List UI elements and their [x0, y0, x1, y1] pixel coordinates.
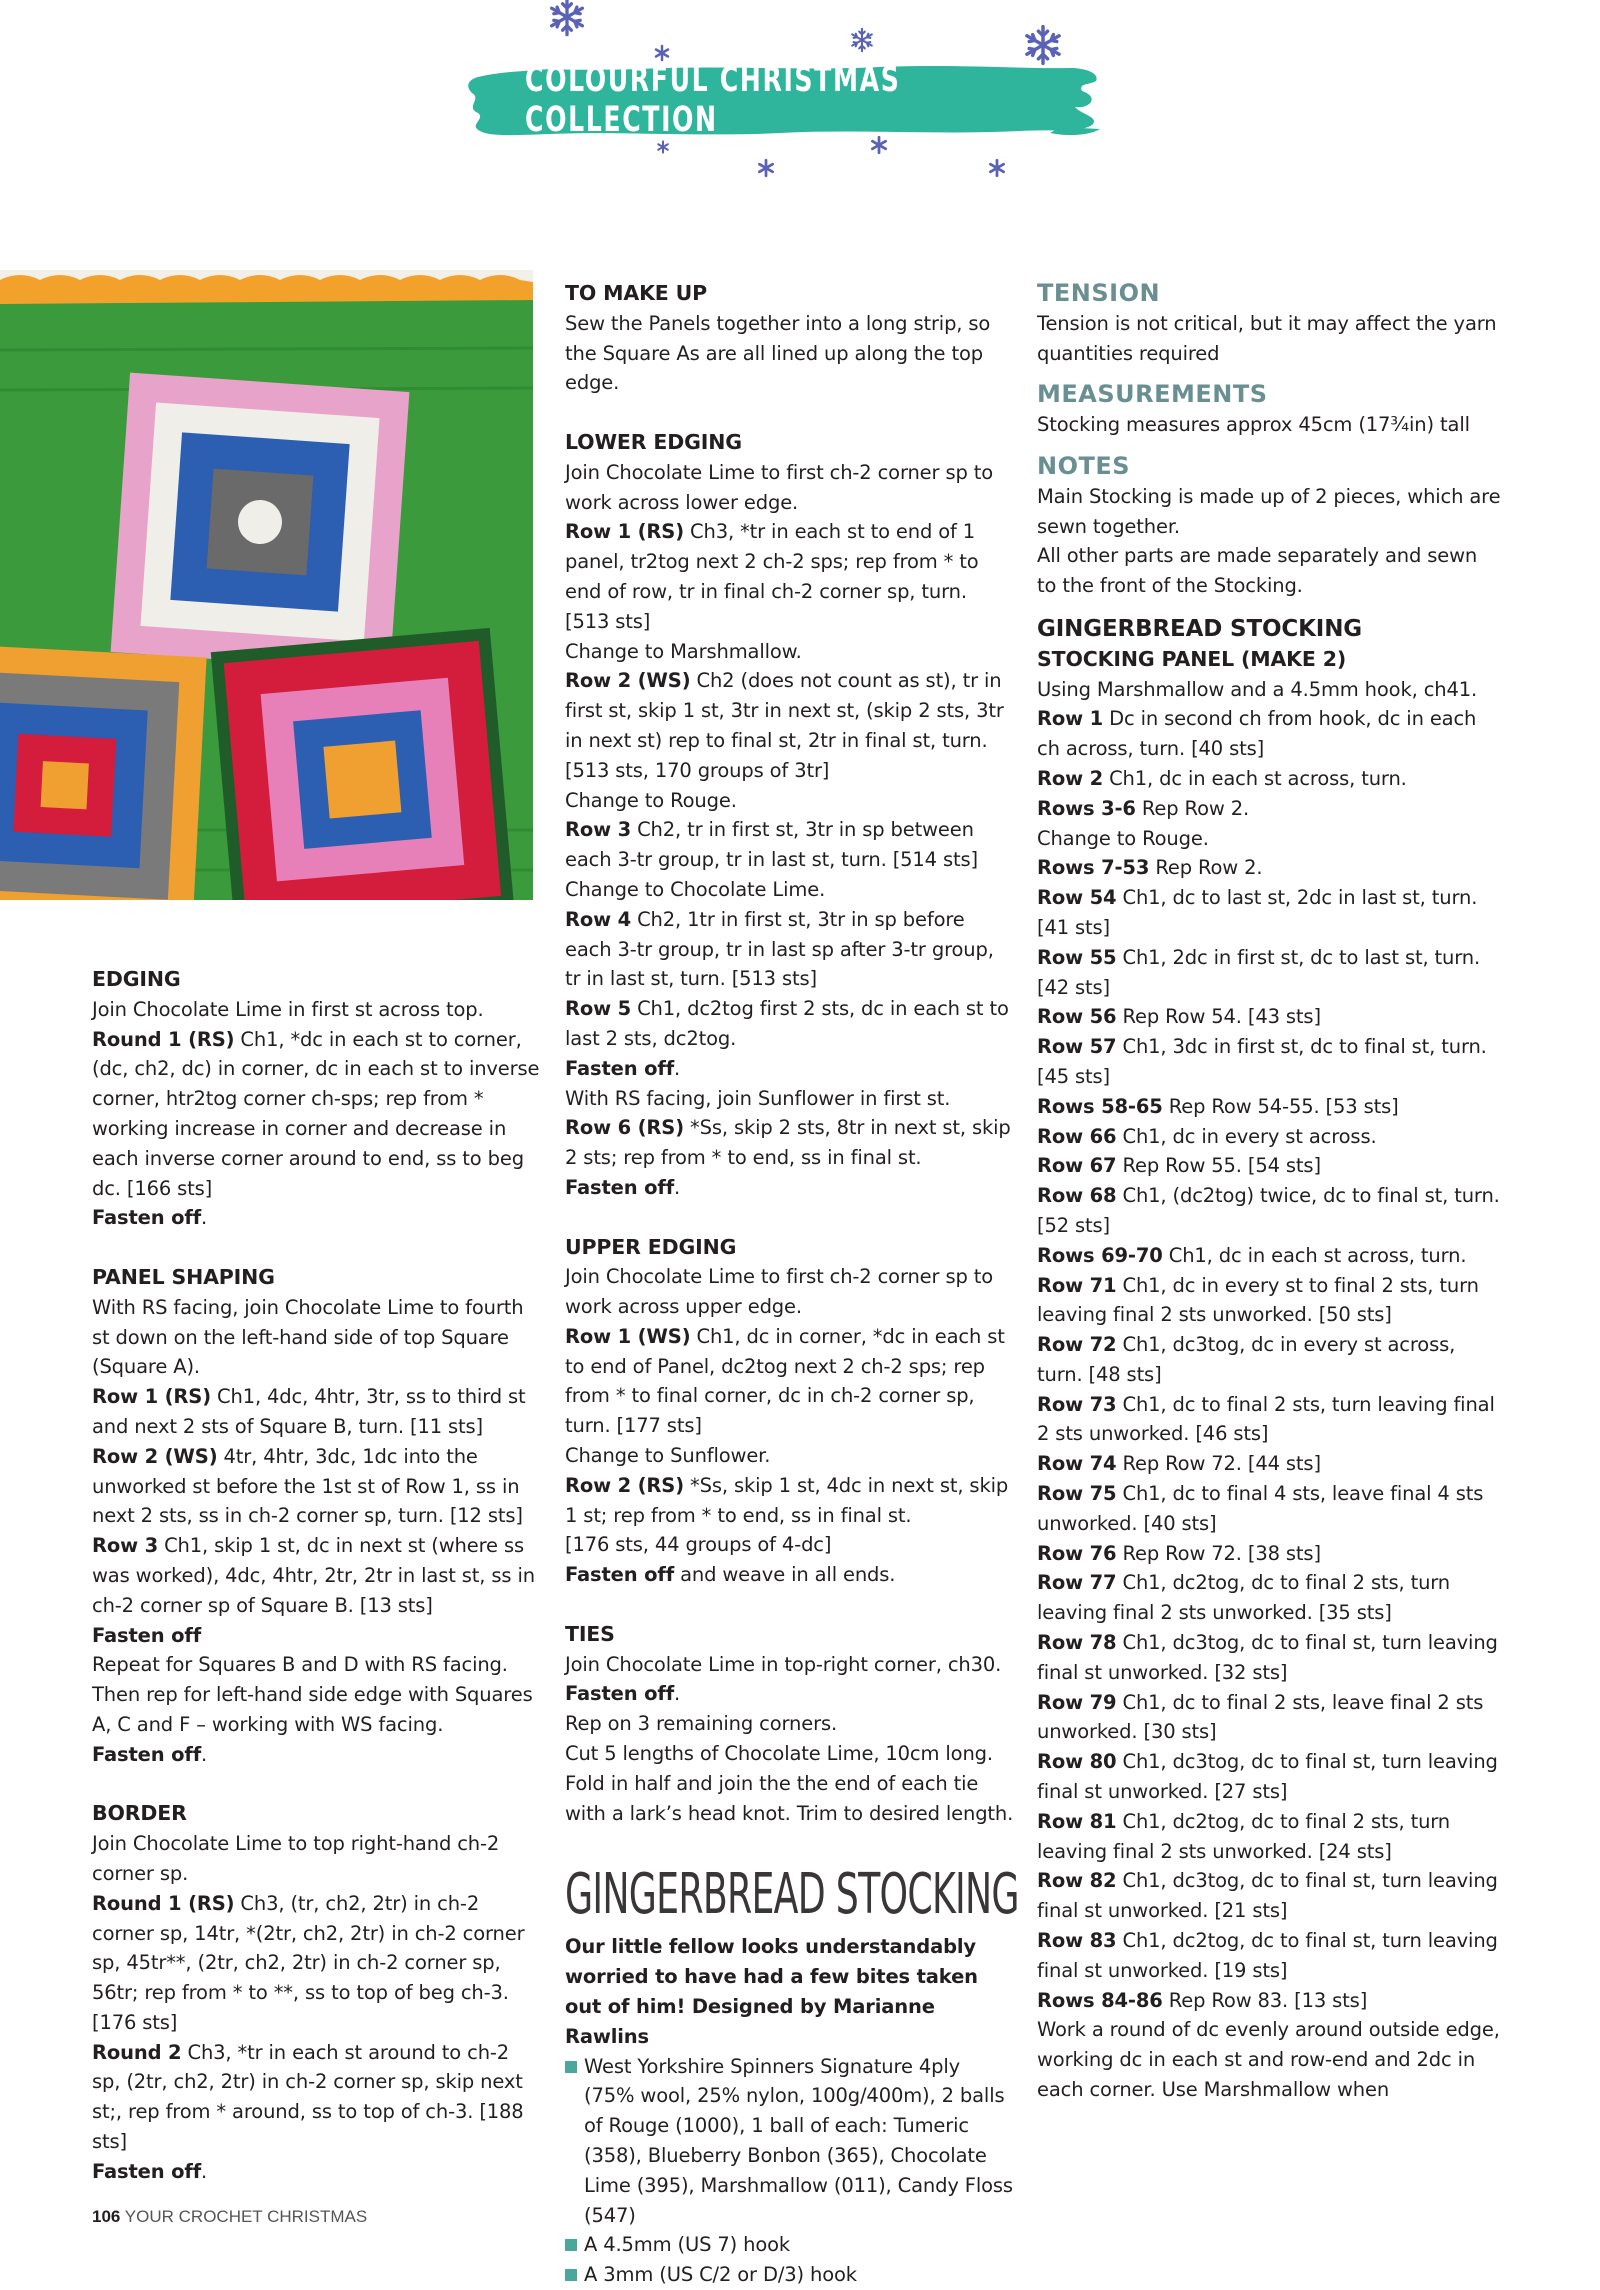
instruction-line — [1037, 1122, 1502, 1152]
instruction-text: Ch2, 1tr in first st, 3tr in sp before each 3-tr group, tr in last sp after 3-tr group, tr in last st, turn. [513 sts] — [565, 907, 994, 991]
instruction-line — [92, 2157, 540, 2187]
instruction-text: . — [674, 1682, 681, 1706]
instruction-line — [1037, 1747, 1502, 1807]
instruction-text: Ch1, dc in each st across, turn. — [1103, 766, 1407, 790]
instruction-label: Row 3 — [565, 818, 632, 842]
column-middle — [565, 279, 1019, 2290]
banner-title: COLOURFUL CHRISTMAS COLLECTION — [525, 60, 901, 140]
instruction-label: Fasten off — [92, 2159, 202, 2183]
instruction-line — [92, 1203, 540, 1233]
instruction-text: Ch1, dc to final 2 sts, turn leaving final 2 sts unworked. [46 sts] — [1037, 1392, 1495, 1446]
materials-item: A 4.5mm (US 7) hook — [565, 2230, 1015, 2260]
instruction-text: Ch1, dc to final 2 sts, leave final 2 sts unworked. [30 sts] — [1037, 1690, 1484, 1744]
instruction-label: Row 54 — [1037, 886, 1117, 910]
section-heading: TENSION — [1037, 279, 1161, 307]
instruction-line — [565, 1739, 1015, 1828]
instruction-line — [1037, 704, 1502, 764]
column-right — [1037, 279, 1502, 2105]
section-heading: PANEL SHAPING — [92, 1264, 275, 1289]
snowflake-icon — [552, 0, 583, 35]
instruction-label: Row 1 (WS) — [565, 1324, 691, 1348]
instruction-line — [1037, 794, 1502, 824]
instruction-text: Rep Row 55. [54 sts] — [1116, 1154, 1321, 1178]
instruction-text: . — [201, 2159, 208, 2183]
instruction-line — [1037, 1002, 1502, 1032]
instruction-line — [1037, 1241, 1502, 1271]
instruction-text: Change to Chocolate Lime. — [565, 877, 826, 901]
instruction-label: Round 1 (RS) — [92, 1891, 235, 1915]
instruction-line — [1037, 1539, 1502, 1569]
section-heading: NOTES — [1037, 451, 1131, 480]
instruction-label: Rows 3-6 — [1037, 796, 1136, 820]
instruction-text: [513 sts, 170 groups of 3tr] — [565, 758, 830, 782]
instruction-line — [92, 2038, 540, 2157]
instruction-text: Rep Row 2. — [1149, 856, 1263, 880]
instruction-line — [565, 1084, 1015, 1114]
section-heading: LOWER EDGING — [565, 429, 742, 454]
notes-line: Main Stocking is made up of 2 pieces, which are sewn together. — [1037, 484, 1501, 538]
instruction-line — [1037, 824, 1502, 854]
tension-text: Tension is not critical, but it may affect the yarn quantities required — [1037, 311, 1497, 365]
instruction-label: Row 5 — [565, 997, 632, 1021]
instruction-text: Repeat for Squares B and D with RS facing. — [92, 1653, 508, 1677]
instruction-text: *Ss, skip 1 st, 4dc in next st, skip 1 st; rep from * to end, ss in final st. — [565, 1473, 1009, 1527]
instruction-line — [1037, 853, 1502, 883]
instruction-label: Row 74 — [1037, 1452, 1117, 1476]
instruction-label: Row 6 (RS) — [565, 1116, 684, 1140]
instruction-label: Row 76 — [1037, 1541, 1117, 1565]
instruction-line — [1037, 1628, 1502, 1688]
border-body — [92, 1829, 540, 2187]
subsection-heading: STOCKING PANEL (MAKE 2) — [1037, 646, 1347, 671]
instruction-text: Sew the Panels together into a long strip, so the Square As are all lined up along the top edge. — [565, 311, 991, 395]
instruction-label: Row 2 (WS) — [92, 1444, 218, 1468]
instruction-line — [1037, 1479, 1502, 1539]
instruction-line — [1037, 1271, 1502, 1331]
instruction-line — [1037, 1807, 1502, 1867]
instruction-line — [565, 309, 1015, 398]
instruction-text: Rep Row 54-55. [53 sts] — [1162, 1094, 1399, 1118]
instruction-line — [565, 815, 1015, 875]
ties-body — [565, 1650, 1015, 1829]
instruction-line — [1037, 1926, 1502, 1986]
instruction-text: Join Chocolate Lime to first ch-2 corner sp to work across upper edge. — [565, 1265, 994, 1319]
instruction-line — [92, 1531, 540, 1620]
instruction-line — [1037, 883, 1502, 943]
instruction-label: Fasten off — [565, 1682, 675, 1706]
instruction-line — [1037, 1568, 1502, 1628]
instruction-line — [1037, 764, 1502, 794]
instruction-line — [92, 1442, 540, 1531]
instruction-text: Ch1, dc3tog, dc to final st, turn leaving final st unworked. [21 sts] — [1037, 1869, 1498, 1923]
instruction-label: Row 1 (RS) — [92, 1385, 211, 1409]
instruction-text: Ch1, dc to final 4 sts, leave final 4 sts unworked. [40 sts] — [1037, 1482, 1484, 1535]
instruction-text: With RS facing, join Sunflower in first st. — [565, 1086, 951, 1110]
page-footer — [92, 2207, 367, 2227]
instruction-line — [565, 1262, 1015, 1322]
instruction-label: Row 83 — [1037, 1929, 1117, 1953]
instruction-label: Row 4 — [565, 907, 632, 931]
instruction-line — [1037, 1181, 1502, 1241]
instruction-text: Ch1, skip 1 st, dc in next st (where ss was worked), 4dc, 4htr, 2tr, 2tr in last st, ss in ch-2 corner sp of Square B. [13 sts] — [92, 1534, 535, 1617]
stocking-panel-body — [1037, 675, 1502, 2105]
instruction-line — [565, 666, 1015, 755]
instruction-label: Row 67 — [1037, 1154, 1117, 1178]
instruction-label: Row 78 — [1037, 1631, 1117, 1655]
materials-item: A 3mm (US C/2 or D/3) hook — [565, 2260, 1015, 2290]
section-heading: MEASUREMENTS — [1037, 380, 1268, 409]
instruction-label: Fasten off — [92, 1742, 202, 1766]
title-banner — [460, 55, 1110, 145]
instruction-label: Row 56 — [1037, 1005, 1117, 1029]
instruction-label: Row 57 — [1037, 1035, 1117, 1059]
instruction-label: Round 1 (RS) — [92, 1027, 235, 1051]
instruction-line — [92, 1293, 540, 1382]
instruction-line — [1037, 1092, 1502, 1122]
instruction-line — [92, 1621, 540, 1651]
instruction-line — [92, 1680, 540, 1740]
instruction-label: Round 2 — [92, 2040, 182, 2064]
instruction-text: Change to Sunflower. — [565, 1444, 771, 1468]
instruction-label: Fasten off — [565, 1056, 675, 1080]
instruction-text: Work a round of dc evenly around outside edge, working dc in each st and row-end and 2dc in each corner. Use Marshmallow when — [1037, 2018, 1500, 2102]
section-heading: TO MAKE UP — [565, 281, 708, 305]
instruction-text: Ch1, dc to last st, 2dc in last st, turn. [41 sts] — [1037, 886, 1478, 939]
instruction-line — [1037, 1151, 1502, 1181]
instruction-text: Ch1, dc in each st across, turn. — [1162, 1243, 1467, 1267]
feature-intro: Our little fellow looks understandably worried to have had a few bites taken out of him! Designed by Marianne Rawlins — [565, 1935, 978, 2048]
header — [0, 0, 1600, 200]
instruction-line — [565, 1560, 1015, 1590]
instruction-text: Then rep for left-hand side edge with Squares A, C and F – working with WS facing. — [92, 1683, 533, 1736]
instruction-text: Ch1, 2dc in first st, dc to last st, turn. [42 sts] — [1037, 945, 1481, 999]
instruction-label: Row 72 — [1037, 1333, 1117, 1357]
column-left — [92, 965, 540, 2187]
instruction-text: Ch1, dc in corner, *dc in each st to end of Panel, dc2tog next 2 ch-2 sps; rep from * to final corner, dc in ch-2 corner sp, turn. [177 sts] — [565, 1324, 1005, 1438]
instruction-text: Ch1, (dc2tog) twice, dc to final st, turn. [52 sts] — [1037, 1184, 1500, 1237]
instruction-label: Row 77 — [1037, 1571, 1117, 1595]
instruction-line — [92, 1829, 540, 1889]
instruction-text: Join Chocolate Lime in first st across top. — [92, 997, 484, 1021]
instruction-label: Rows 58-65 — [1037, 1094, 1163, 1118]
snowflake-icon — [990, 160, 1003, 175]
instruction-text: With RS facing, join Chocolate Lime to fourth st down on the left-hand side of top Square (Square A). — [92, 1295, 524, 1379]
instruction-line — [565, 1173, 1015, 1203]
section-heading: BORDER — [92, 1801, 187, 1826]
instruction-line — [565, 905, 1015, 994]
instruction-line — [1037, 1032, 1502, 1092]
instruction-text: . — [201, 1742, 208, 1766]
instruction-label: Row 55 — [1037, 945, 1117, 969]
section-heading: GINGERBREAD STOCKING — [1037, 615, 1363, 642]
instruction-text: Join Chocolate Lime to first ch-2 corner sp to work across lower edge. — [565, 460, 994, 514]
instruction-text: Change to Rouge. — [1037, 826, 1209, 850]
instruction-label: Row 3 — [92, 1534, 159, 1558]
instruction-label: Fasten off — [92, 1623, 202, 1647]
instruction-text: Ch2 (does not count as st), tr in first st, skip 1 st, 3tr in next st, (skip 2 sts, 3tr in next st) rep to final st, 2tr in final st, turn. — [565, 669, 1004, 752]
instruction-label: Row 80 — [1037, 1750, 1117, 1774]
instruction-text: Rep on 3 remaining corners. — [565, 1712, 838, 1736]
instruction-text: Rep Row 83. [13 sts] — [1162, 1988, 1368, 2012]
instruction-line — [565, 1322, 1015, 1441]
instruction-text: Ch1, 4dc, 4htr, 3tr, ss to third st and next 2 sts of Square B, turn. [11 sts] — [92, 1385, 526, 1438]
instruction-line — [1037, 1688, 1502, 1748]
instruction-line — [565, 1054, 1015, 1084]
instruction-line — [92, 1740, 540, 1770]
instruction-text: . — [201, 1206, 208, 1230]
instruction-line — [565, 875, 1015, 905]
instruction-text: Ch1, 3dc in first st, dc to final st, turn. [45 sts] — [1037, 1035, 1487, 1088]
instruction-text: Ch1, dc2tog first 2 sts, dc in each st to last 2 sts, dc2tog. — [565, 997, 1009, 1050]
instruction-line — [565, 458, 1015, 518]
instruction-text: Change to Marshmallow. — [565, 639, 802, 663]
instruction-label: Row 1 — [1037, 707, 1104, 731]
instruction-line — [565, 994, 1015, 1054]
instruction-label: Fasten off — [565, 1563, 675, 1587]
instruction-text: . — [674, 1175, 681, 1199]
instruction-text: Ch1, dc3tog, dc to final st, turn leaving final st unworked. [27 sts] — [1037, 1750, 1498, 1804]
upper-edging-body — [565, 1262, 1015, 1590]
crochet-granny-square-photo — [0, 270, 533, 900]
instruction-label: Row 75 — [1037, 1482, 1117, 1506]
lower-edging-body — [565, 458, 1015, 1203]
instruction-text: Ch1, dc in every st to final 2 sts, turn leaving final 2 sts unworked. [50 sts] — [1037, 1273, 1479, 1327]
instruction-label: Row 71 — [1037, 1273, 1117, 1297]
instruction-text: Ch1, dc in every st across. — [1116, 1124, 1377, 1148]
to-make-up-body — [565, 309, 1015, 398]
instruction-label: Row 82 — [1037, 1869, 1117, 1893]
instruction-line — [1037, 1866, 1502, 1926]
instruction-line — [565, 1530, 1015, 1560]
instruction-text: Ch1, *dc in each st to corner, (dc, ch2, dc) in corner, dc in each st to inverse corner, htr2tog corner ch-sps; rep from * working increase in corner and decrease in each inverse corner around to end, ss to beg dc. [166 sts] — [92, 1027, 540, 1200]
instruction-line — [92, 1650, 540, 1680]
edging-body — [92, 995, 540, 1233]
instruction-line — [92, 995, 540, 1025]
instruction-text: Rep Row 54. [43 sts] — [1116, 1005, 1321, 1029]
instruction-label: Row 66 — [1037, 1124, 1117, 1148]
instruction-text: . — [674, 1056, 681, 1080]
instruction-text: Ch3, *tr in each st around to ch-2 sp, (2tr, ch2, 2tr) in ch-2 corner sp, skip next st;, rep from * around, ss to top of ch-3. [188 sts] — [92, 2040, 524, 2154]
snowflake-icon — [852, 29, 872, 51]
instruction-label: Row 81 — [1037, 1809, 1117, 1833]
measurements-text: Stocking measures approx 45cm (17¾in) tall — [1037, 413, 1470, 437]
section-heading: TIES — [565, 1621, 615, 1646]
instruction-line — [565, 756, 1015, 786]
instruction-text: Ch1, dc2tog, dc to final 2 sts, turn leaving final 2 sts unworked. [24 sts] — [1037, 1809, 1451, 1863]
instruction-text: Change to Rouge. — [565, 788, 737, 812]
instruction-line — [1037, 943, 1502, 1003]
instruction-text: Ch1, dc2tog, dc to final 2 sts, turn leaving final 2 sts unworked. [35 sts] — [1037, 1571, 1451, 1625]
instruction-line — [565, 1441, 1015, 1471]
instruction-label: Rows 7-53 — [1037, 856, 1150, 880]
instruction-line — [92, 1382, 540, 1442]
instruction-line — [565, 1471, 1015, 1531]
instruction-text: Ch1, dc3tog, dc in every st across, turn. [48 sts] — [1037, 1333, 1456, 1386]
instruction-text: 4tr, 4htr, 3dc, 1dc into the unworked st before the 1st st of Row 1, ss in next 2 sts, ss in ch-2 corner sp, turn. [12 sts] — [92, 1444, 523, 1528]
instruction-line — [1037, 1449, 1502, 1479]
instruction-line — [565, 637, 1015, 667]
instruction-label: Fasten off — [565, 1175, 675, 1199]
instruction-text: [176 sts, 44 groups of 4-dc] — [565, 1533, 832, 1557]
instruction-label: Row 1 (RS) — [565, 520, 684, 544]
instruction-line — [1037, 1330, 1502, 1390]
section-heading: EDGING — [92, 967, 181, 991]
instruction-text: Join Chocolate Lime to top right-hand ch-2 corner sp. — [92, 1832, 500, 1885]
instruction-line — [565, 1650, 1015, 1680]
crochet-photo — [0, 270, 533, 900]
feature-title: GINGERBREAD STOCKING — [565, 1862, 1019, 1928]
instruction-label: Row 2 (RS) — [565, 1473, 684, 1497]
panel-shaping-body — [92, 1293, 540, 1770]
instruction-label: Rows 69-70 — [1037, 1243, 1163, 1267]
instruction-text: Ch1, dc2tog, dc to final st, turn leaving final st unworked. [19 sts] — [1037, 1929, 1498, 1982]
materials-list — [565, 2052, 1015, 2290]
notes-line: All other parts are made separately and sewn to the front of the Stocking. — [1037, 544, 1478, 598]
page-number: 106 — [92, 2207, 121, 2226]
instruction-label: Row 68 — [1037, 1184, 1117, 1208]
instruction-label: Fasten off — [92, 1206, 202, 1230]
instruction-text: *Ss, skip 2 sts, 8tr in next st, skip 2 sts; rep from * to end, ss in final st. — [565, 1116, 1011, 1170]
instruction-line — [565, 1113, 1015, 1173]
instruction-line — [92, 1025, 540, 1204]
instruction-line — [1037, 675, 1502, 705]
instruction-label: Row 2 (WS) — [565, 669, 691, 693]
instruction-text: Join Chocolate Lime in top-right corner, ch30. — [565, 1652, 1002, 1676]
instruction-line — [92, 1889, 540, 2038]
instruction-text: Ch2, tr in first st, 3tr in sp between each 3-tr group, tr in last st, turn. [514 sts] — [565, 818, 978, 872]
instruction-text: Ch3, (tr, ch2, 2tr) in ch-2 corner sp, 14tr, *(2tr, ch2, 2tr) in ch-2 corner sp, 45tr**, (2tr, ch2, 2tr) in ch-2 corner sp, 56tr; rep from * to **, ss to top of beg ch-3. [176 sts] — [92, 1891, 525, 2034]
instruction-line — [565, 786, 1015, 816]
instruction-text: Ch1, dc3tog, dc to final st, turn leaving final st unworked. [32 sts] — [1037, 1631, 1498, 1684]
instruction-label: Row 79 — [1037, 1690, 1117, 1714]
instruction-line — [565, 1679, 1015, 1709]
instruction-line — [1037, 2015, 1502, 2104]
instruction-line — [1037, 1986, 1502, 2016]
instruction-text: Rep Row 72. [44 sts] — [1116, 1452, 1321, 1476]
instruction-line — [1037, 1390, 1502, 1450]
snowflake-icon — [759, 160, 772, 175]
materials-item: West Yorkshire Spinners Signature 4ply (75% wool, 25% nylon, 100g/400m), 2 balls of Rouge (1000), 1 ball of each: Tumeric (358), Blueberry Bonbon (365), Chocolate Lime (395), Marshmallow (011), Candy Floss (547) — [565, 2052, 1015, 2231]
instruction-text: and weave in all ends. — [674, 1563, 896, 1587]
instruction-line — [565, 1709, 1015, 1739]
instruction-label: Row 2 — [1037, 766, 1104, 790]
instruction-text: Ch3, *tr in each st to end of 1 panel, tr2tog next 2 ch-2 sps; rep from * to end of row, tr in final ch-2 corner sp, turn. [513 sts] — [565, 520, 979, 633]
section-heading: UPPER EDGING — [565, 1234, 737, 1259]
instruction-text: Using Marshmallow and a 4.5mm hook, ch41. — [1037, 677, 1478, 701]
magazine-name: YOUR CROCHET CHRISTMAS — [124, 2207, 368, 2226]
instruction-text: Cut 5 lengths of Chocolate Lime, 10cm long. Fold in half and join the the end of each tie with a lark’s head knot. Trim to desired length. — [565, 1742, 1014, 1825]
instruction-text: Dc in second ch from hook, dc in each ch across, turn. [40 sts] — [1037, 707, 1477, 761]
instruction-text: Rep Row 72. [38 sts] — [1116, 1541, 1321, 1565]
instruction-label: Row 73 — [1037, 1392, 1117, 1416]
instruction-label: Rows 84-86 — [1037, 1988, 1163, 2012]
instruction-text: Rep Row 2. — [1135, 796, 1250, 820]
instruction-line — [565, 517, 1015, 636]
